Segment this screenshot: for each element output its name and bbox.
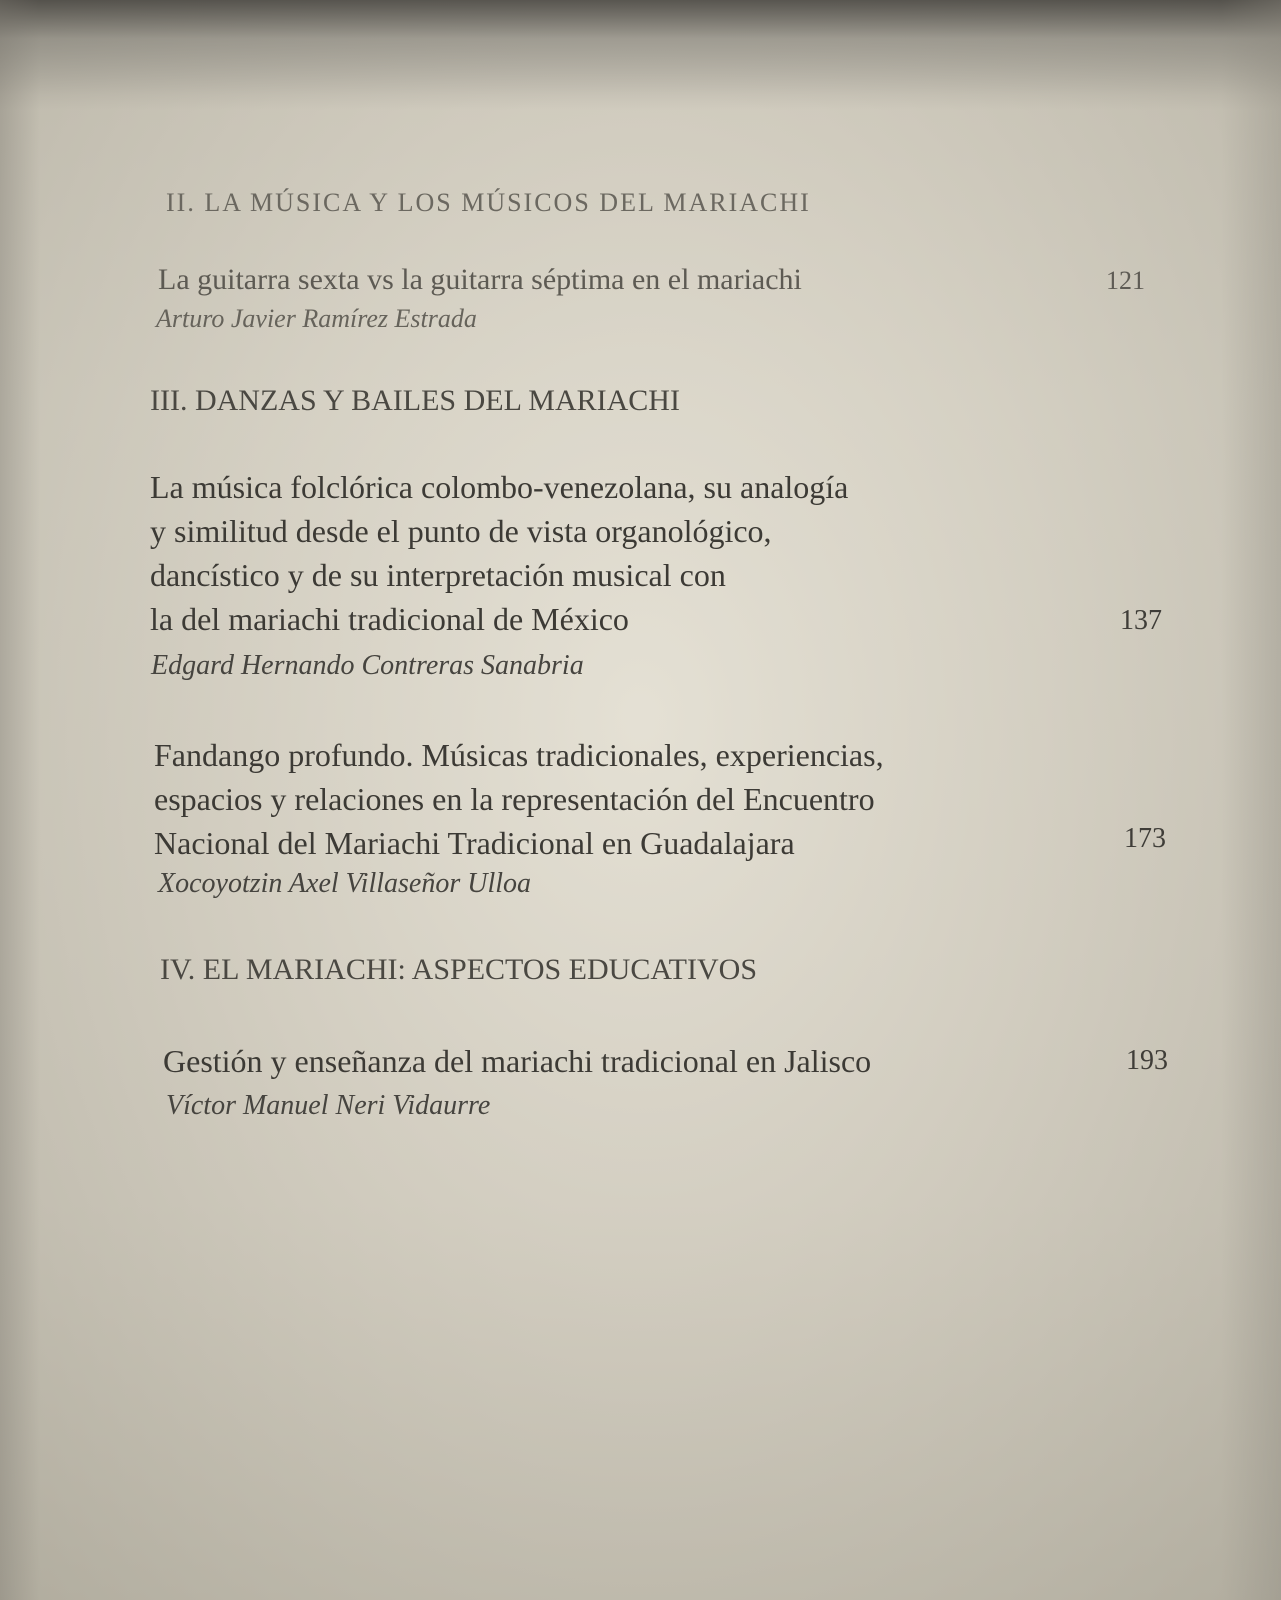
entry-author: Arturo Javier Ramírez Estrada bbox=[156, 304, 477, 333]
entry-author: Edgard Hernando Contreras Sanabria bbox=[151, 650, 584, 681]
entry-title-line: dancístico y de su interpretación musical con bbox=[150, 557, 726, 593]
entry-title-line: Nacional del Mariachi Tradicional en Guadalajara bbox=[154, 825, 795, 861]
section-heading-iii: III. DANZAS Y BAILES DEL MARIACHI bbox=[150, 384, 680, 417]
entry-page-number: 193 bbox=[1126, 1045, 1168, 1076]
entry-title-line: La música folclórica colombo-venezolana, su analogía bbox=[150, 469, 849, 505]
section-heading-ii: II. LA MÚSICA Y LOS MÚSICOS DEL MARIACHI bbox=[166, 188, 811, 217]
entry-title-musica-folclorica bbox=[150, 465, 848, 641]
entry-title-guitarra bbox=[158, 258, 802, 302]
entry-title-line: Gestión y enseñanza del mariachi tradicional en Jalisco bbox=[163, 1043, 872, 1079]
entry-title-fandango-profundo bbox=[154, 733, 884, 865]
entry-title-line: espacios y relaciones en la representación del Encuentro bbox=[154, 781, 875, 817]
entry-page-number: 121 bbox=[1106, 266, 1145, 295]
entry-title-line: Fandango profundo. Músicas tradicionales, experiencias, bbox=[154, 737, 884, 773]
entry-title-line: la del mariachi tradicional de México bbox=[150, 601, 629, 637]
entry-author: Xocoyotzin Axel Villaseñor Ulloa bbox=[158, 868, 532, 899]
entry-title-gestion-ensenanza bbox=[163, 1039, 871, 1083]
entry-author: Víctor Manuel Neri Vidaurre bbox=[166, 1090, 491, 1121]
section-heading-iv: IV. EL MARIACHI: ASPECTOS EDUCATIVOS bbox=[160, 953, 758, 986]
entry-page-number: 173 bbox=[1124, 823, 1166, 854]
entry-title-line: y similitud desde el punto de vista organológico, bbox=[150, 513, 772, 549]
entry-page-number: 137 bbox=[1120, 605, 1162, 636]
entry-title-line: La guitarra sexta vs la guitarra séptima en el mariachi bbox=[158, 263, 802, 296]
